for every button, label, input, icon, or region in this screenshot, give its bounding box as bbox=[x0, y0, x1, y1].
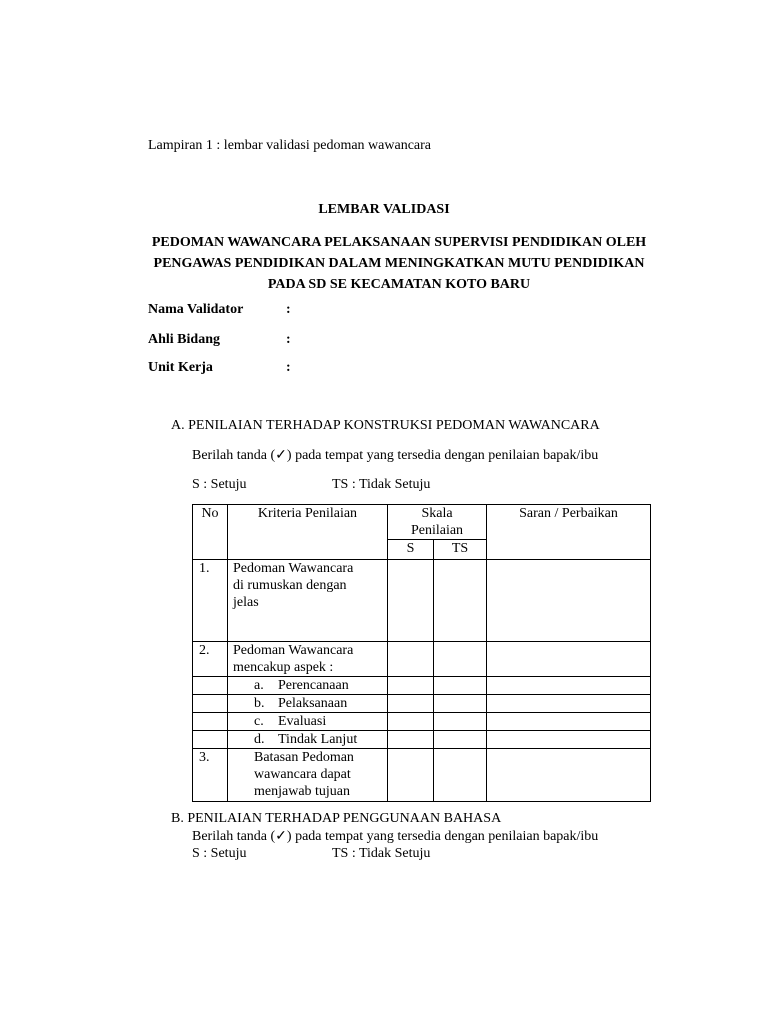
row-criteria bbox=[228, 695, 388, 713]
table-row bbox=[193, 642, 651, 677]
cell-s[interactable] bbox=[388, 749, 434, 802]
cell-s[interactable] bbox=[388, 642, 434, 677]
criteria-line: wawancara dapat bbox=[254, 767, 351, 782]
header-no: No bbox=[193, 505, 228, 560]
criteria-line: menjawab tujuan bbox=[254, 784, 351, 799]
validator-name-label: Nama Validator bbox=[148, 302, 244, 317]
header-s: S bbox=[388, 540, 434, 560]
document-subtitle: PEDOMAN WAWANCARA PELAKSANAAN SUPERVISI PENDIDIKAN OLEH PENGAWAS PENDIDIKAN DALAM MENINGKATKAN MUTU PENDIDIKAN PADA SD SE KECAMATAN KOTO BARU bbox=[151, 235, 647, 292]
header-criteria: Kriteria Penilaian bbox=[228, 505, 388, 560]
field-expertise-label: Ahli Bidang bbox=[148, 332, 220, 347]
cell-suggestion[interactable] bbox=[487, 731, 651, 749]
row-number bbox=[193, 677, 228, 695]
table-header-row bbox=[193, 505, 651, 540]
cell-ts[interactable] bbox=[434, 677, 487, 695]
header-scale-line1: Skala bbox=[421, 506, 453, 521]
validator-name-colon: : bbox=[286, 302, 291, 317]
cell-ts[interactable] bbox=[434, 731, 487, 749]
subitem-letter: d. bbox=[254, 732, 265, 747]
cell-ts[interactable] bbox=[434, 695, 487, 713]
row-criteria bbox=[228, 560, 388, 642]
table-row bbox=[193, 560, 651, 642]
subitem-text: Tindak Lanjut bbox=[278, 732, 358, 747]
header-suggestion: Saran / Perbaikan bbox=[487, 505, 651, 560]
row-criteria bbox=[228, 731, 388, 749]
criteria-line: jelas bbox=[233, 595, 259, 610]
section-b-legend-ts: TS : Tidak Setuju bbox=[332, 846, 431, 861]
cell-suggestion[interactable] bbox=[487, 695, 651, 713]
cell-s[interactable] bbox=[388, 713, 434, 731]
cell-suggestion[interactable] bbox=[487, 560, 651, 642]
work-unit-label: Unit Kerja bbox=[148, 360, 213, 375]
header-ts: TS bbox=[434, 540, 487, 560]
section-a-legend-s: S : Setuju bbox=[192, 477, 247, 492]
header-scale bbox=[388, 505, 487, 540]
cell-ts[interactable] bbox=[434, 713, 487, 731]
section-a-legend-ts: TS : Tidak Setuju bbox=[332, 477, 431, 492]
section-b-instruction: Berilah tanda (✓) pada tempat yang tersedia dengan penilaian bapak/ibu bbox=[192, 829, 599, 844]
work-unit-colon: : bbox=[286, 360, 291, 375]
row-number: 3. bbox=[193, 749, 228, 802]
row-criteria bbox=[228, 642, 388, 677]
subitem-text: Pelaksanaan bbox=[278, 696, 348, 711]
cell-s[interactable] bbox=[388, 677, 434, 695]
cell-suggestion[interactable] bbox=[487, 749, 651, 802]
table-row bbox=[193, 749, 651, 802]
row-criteria bbox=[228, 677, 388, 695]
subitem-letter: c. bbox=[254, 714, 264, 729]
criteria-line: Pedoman Wawancara bbox=[233, 561, 354, 576]
row-number: 1. bbox=[193, 560, 228, 642]
row-criteria bbox=[228, 749, 388, 802]
criteria-line: di rumuskan dengan bbox=[233, 578, 347, 593]
table-row bbox=[193, 731, 651, 749]
row-number bbox=[193, 731, 228, 749]
criteria-line: Pedoman Wawancara bbox=[233, 643, 354, 658]
row-criteria bbox=[228, 713, 388, 731]
subitem-text: Evaluasi bbox=[278, 714, 327, 729]
subitem-text: Perencanaan bbox=[278, 678, 349, 693]
cell-s[interactable] bbox=[388, 560, 434, 642]
cell-s[interactable] bbox=[388, 731, 434, 749]
table-row bbox=[193, 677, 651, 695]
row-number bbox=[193, 695, 228, 713]
cell-suggestion[interactable] bbox=[487, 677, 651, 695]
cell-ts[interactable] bbox=[434, 560, 487, 642]
row-number bbox=[193, 713, 228, 731]
cell-s[interactable] bbox=[388, 695, 434, 713]
attachment-note: Lampiran 1 : lembar validasi pedoman wawancara bbox=[148, 138, 431, 153]
criteria-table bbox=[192, 504, 651, 802]
section-a-heading: A. PENILAIAN TERHADAP KONSTRUKSI PEDOMAN WAWANCARA bbox=[171, 418, 600, 433]
cell-ts[interactable] bbox=[434, 642, 487, 677]
criteria-line: mencakup aspek : bbox=[233, 660, 334, 675]
table-row bbox=[193, 713, 651, 731]
criteria-line: Batasan Pedoman bbox=[254, 750, 354, 765]
field-expertise-colon: : bbox=[286, 332, 291, 347]
section-b-legend-s: S : Setuju bbox=[192, 846, 247, 861]
subitem-letter: b. bbox=[254, 696, 265, 711]
table-row bbox=[193, 695, 651, 713]
header-scale-line2: Penilaian bbox=[410, 523, 464, 538]
cell-suggestion[interactable] bbox=[487, 642, 651, 677]
cell-ts[interactable] bbox=[434, 749, 487, 802]
cell-suggestion[interactable] bbox=[487, 713, 651, 731]
subitem-letter: a. bbox=[254, 678, 264, 693]
page-title: LEMBAR VALIDASI bbox=[318, 202, 450, 217]
section-b-heading: B. PENILAIAN TERHADAP PENGGUNAAN BAHASA bbox=[171, 811, 502, 826]
row-number: 2. bbox=[193, 642, 228, 677]
section-a-instruction: Berilah tanda (✓) pada tempat yang tersedia dengan penilaian bapak/ibu bbox=[192, 448, 599, 463]
